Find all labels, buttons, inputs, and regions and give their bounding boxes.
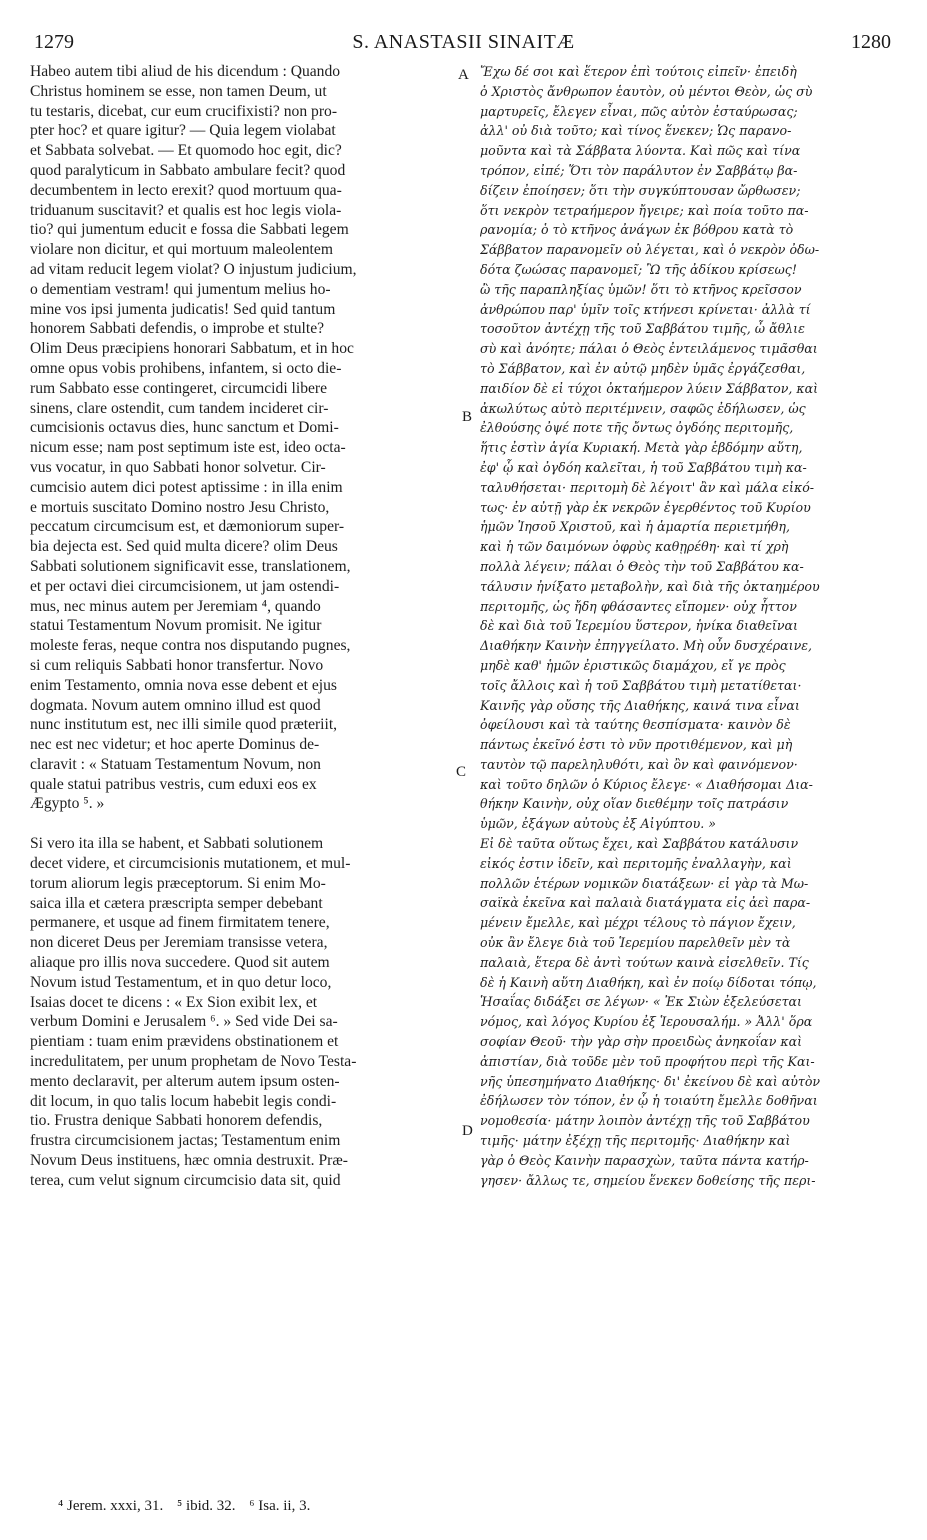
latin-text-line: quale statui patribus vestris, cum eduxi eos ex <box>30 775 317 793</box>
greek-text-line: ὑμῶν, ἐξάγων αὐτοὺς ἐξ Αἰγύπτου. » <box>480 816 716 832</box>
greek-text-line: ὀφείλουσι καὶ τὰ ταύτης θεσπίσματα· καινὸν δὲ <box>480 717 791 733</box>
latin-text-line: frustra circumcisionem jactas; Testamentum enim <box>30 1132 341 1150</box>
greek-text-line: πολλῶν ἑτέρων νομικῶν διατάξεων· εἰ γὰρ τὰ Μω- <box>480 875 809 891</box>
greek-column <box>480 62 904 1190</box>
greek-text-line: παιδίον δὲ εἰ τύχοι ὀκταήμερον λύειν Σάββατον, καὶ <box>480 380 819 396</box>
greek-text-line: νομοθεσία· μάτην λοιπὸν ἀντέχῃ τῆς τοῦ Σαββάτου <box>480 1113 810 1129</box>
latin-text-line: torum aliorum legis præceptorum. Si enim Mo- <box>30 874 326 892</box>
latin-text-line: incredulitatem, per unum prophetam de Novo Testa- <box>30 1053 357 1071</box>
latin-text-line: Olim Deus præcipiens honorari Sabbatum, et in hoc <box>30 340 354 358</box>
latin-text-line: Christus hominem se esse, non tamen Deum, ut <box>30 82 327 100</box>
latin-text-line: ad vitam reducit legem violat? O injustum judicium, <box>30 260 357 278</box>
greek-text-line: περιτομῆς, ὡς ἤδη φθάσαντες εἴπομεν· οὐχ ἧττον <box>480 598 797 614</box>
latin-block-2 <box>30 834 455 1190</box>
footnotes <box>58 1496 320 1516</box>
greek-text-line: τάλυσιν ἠνίξατο μεταβολὴν, καὶ διὰ τῆς ὀκταημέρου <box>480 578 820 594</box>
latin-text-line: Isaias docet te dicens : « Ex Sion exibit lex, et <box>30 993 318 1011</box>
greek-text-line: ταυτὸν τῷ παρεληλυθότι, καὶ ὂν καὶ φαινόμενον· <box>480 756 798 772</box>
latin-text-line: verbum Domini e Jerusalem ⁶. » Sed vide Dei sa- <box>30 1013 338 1031</box>
running-title: S. ANASTASII SINAITÆ <box>352 31 575 53</box>
latin-text-line: bia dejecta est. Sed quid multa dicere? olim Deus <box>30 538 338 556</box>
latin-text-line: dogmata. Novum autem omnino illud est quod <box>30 696 321 714</box>
greek-block-1 <box>480 62 904 834</box>
footnote-5: ⁵ ibid. 32. <box>176 1498 236 1514</box>
greek-text-line: δίζειν ἐποίησεν; ὅτι τὴν συγκύπτουσαν ὤρθωσεν; <box>480 182 801 198</box>
latin-text-line: cumcisio autem dici potest aptissime : in illa enim <box>30 478 343 496</box>
latin-text-line: peccatum circumcisum est, et dæmoniorum super- <box>30 518 345 536</box>
latin-text-line: mus, nec minus autem per Jeremiam ⁴, quando <box>30 597 321 615</box>
greek-text-line: δὲ καὶ διὰ τοῦ Ἱερεμίου ὕστερον, ἡνίκα διαθεῖναι <box>480 618 798 634</box>
greek-text-line: ἥτις ἐστὶν ἁγία Κυριακή. Μετὰ γὰρ ἑβδόμην αὕτη, <box>480 440 803 456</box>
latin-text-line: triduanum suscitavit? et qualis est hoc legis viola- <box>30 201 342 219</box>
greek-text-line: ὁ Χριστὸς ἄνθρωπον ἑαυτὸν, οὐ μέντοι Θεὸν, ὡς σὺ <box>480 83 813 99</box>
latin-text-line: pientiam : tuam enim prævidens obstinationem et <box>30 1033 339 1051</box>
latin-text-line: dit locum, in quo talis locum habebit legis condi- <box>30 1092 337 1110</box>
greek-text-line: ἀνθρώπου παρ' ὑμῖν τοῖς κτήνεσι κρίνεται· ἀλλὰ τί <box>480 301 811 317</box>
latin-text-line: nec est nec videtur; et hoc aperte Dominus de- <box>30 736 320 754</box>
greek-text-line: τοσοῦτον ἀντέχῃ τῆς τοῦ Σαββάτου τιμῆς, ὦ ἄθλιε <box>480 321 805 337</box>
latin-text-line: cumcisionis octavus dies, hunc sanctum et Domi- <box>30 419 339 437</box>
margin-letter-d: D <box>462 1123 473 1139</box>
greek-text-line: ἡμῶν Ἰησοῦ Χριστοῦ, καὶ ἡ ἁμαρτία περιετμήθη, <box>480 519 790 535</box>
greek-text-line: ἀπιστίαν, διὰ τοῦδε μὲν τοῦ προφήτου περὶ τῆς Και- <box>480 1053 815 1069</box>
latin-text-line: e mortuis suscitato Domino nostro Jesu Christo, <box>30 498 330 516</box>
greek-block-2 <box>480 834 904 1190</box>
latin-text-line: omne opus vobis prohibens, infantem, si octo die- <box>30 359 342 377</box>
greek-text-line: θήκην Καινὴν, οὐχ οἵαν διεθέμην τοῖς πατράσιν <box>480 796 789 812</box>
greek-text-line: ἐφ' ᾧ καὶ ὀγδόη καλεῖται, ἡ τοῦ Σαββάτου τιμὴ κα- <box>480 459 807 475</box>
greek-text-line: σαϊκὰ ἐκεῖνα καὶ παλαιὰ διατάγματα εἰς ἀεὶ παρα- <box>480 895 811 911</box>
latin-text-line: tu testaris, dicebat, cur eum crucifixisti? non pro- <box>30 102 338 120</box>
latin-text-line: saica illa et cætera præscripta semper debebant <box>30 894 323 912</box>
latin-text-line: aliaque pro illis nova succedere. Quod sit autem <box>30 954 330 972</box>
greek-text-line: γησεν· ἄλλως τε, σημείου ἕνεκεν δοθείσης τῆς περι- <box>480 1172 816 1188</box>
greek-text-line: ὢ τῆς παραπληξίας ὑμῶν! ὅτι τὸ κτῆνος κρεῖσσον <box>480 281 802 297</box>
latin-text-line: rum Sabbato esse contingeret, circumcidi libere <box>30 379 328 397</box>
greek-text-line: δὲ ἡ Καινὴ αὕτη Διαθήκη, καὶ ἐν ποίῳ δίδοται τόπῳ, <box>480 974 817 990</box>
latin-text-line: tio. Frustra denique Sabbati honorem defendis, <box>30 1112 323 1130</box>
greek-text-line: ὅτι νεκρὸν τετραήμερον ἤγειρε; καὶ ποία τοῦτο πα- <box>480 202 809 218</box>
greek-text-line: τὸ Σάββατον, καὶ ἐν αὐτῷ μηδὲν ὑμᾶς ἐργάζεσθαι, <box>480 360 806 376</box>
greek-text-line: παλαιὰ, ἕτερα δὲ ἀντὶ τούτων καινὰ εἰσελθεῖν. Τίς <box>480 954 809 970</box>
latin-text-line: violare non dicitur, et qui mortuum maleolentem <box>30 241 333 259</box>
latin-text-line: si cum reliquis Sabbati honor transfertur. Novo <box>30 656 324 674</box>
latin-text-line: mine vos ipsi jumenta judicatis! Sed quid tantum <box>30 300 336 318</box>
margin-letter-b: B <box>462 409 473 425</box>
greek-text-line: γὰρ ὁ Θεὸς Καινὴν παρασχὼν, ταῦτα πάντα κατήρ- <box>480 1152 809 1168</box>
latin-text-line: pter hoc? et quare igitur? — Quia legem violabat <box>30 122 336 140</box>
latin-column <box>30 62 455 1191</box>
latin-text-line: sinens, clare ostendit, cum tandem incideret cir- <box>30 399 329 417</box>
greek-text-line: Ἔχω δέ σοι καὶ ἕτερον ἐπὶ τούτοις εἰπεῖν· ἐπειδὴ <box>480 64 797 79</box>
greek-text-line: δότα ζωώσας παρανομεῖ; Ὢ τῆς ἀδίκου κρίσεως! <box>480 261 797 277</box>
greek-text-line: καὶ ἡ τῶν δαιμόνων ὀφρὺς καθῃρέθη· καὶ τί χρὴ <box>480 539 789 555</box>
latin-text-line: moleste feras, neque contra nos disputando pugnes, <box>30 637 351 655</box>
latin-text-line: decet videre, et circumcisionis mutationem, et mul- <box>30 855 351 873</box>
latin-text-line: et Sabbata solvebat. — Et quomodo hoc egit, dic? <box>30 142 342 160</box>
greek-text-line: Εἰ δὲ ταῦτα οὕτως ἔχει, καὶ Σαββάτου κατάλυσιν <box>480 836 799 852</box>
column-number-right: 1280 <box>851 31 891 53</box>
greek-text-line: μένειν ἔμελλε, καὶ μέχρι τέλους τὸ πάγιον ἔχειν, <box>480 915 796 931</box>
greek-text-line: Σάββατον παρανομεῖν οὐ λέγεται, καὶ ὁ νεκρὸν ὀδω- <box>480 242 820 258</box>
greek-text-line: ταλυθήσεται· περιτομὴ δὲ λέγοιτ' ἂν καὶ μάλα εἰκό- <box>480 479 815 495</box>
latin-text-line: Sabbati solutionem significavit esse, translationem, <box>30 557 351 575</box>
greek-text-line: εἰκός ἐστιν ἰδεῖν, καὶ περιτομῆς ἐναλλαγὴν, καὶ <box>480 855 792 871</box>
greek-text-line: ἐλθούσης ὀψέ ποτε τῆς ὄντως ὀγδόης περιτομῆς, <box>480 420 794 436</box>
greek-text-line: σοφίαν Θεοῦ· τὴν γὰρ σὴν προειδὼς ἀνηκοΐαν καὶ <box>480 1034 803 1050</box>
greek-text-line: πολλὰ λέγειν; πάλαι ὁ Θεὸς τὴν τοῦ Σαββάτου κα- <box>480 558 804 574</box>
latin-text-line: Ægypto ⁵. » <box>30 795 105 813</box>
latin-text-line: o dementiam vestram! qui jumentum melius ho- <box>30 280 331 298</box>
greek-text-line: μηδὲ καθ' ἡμῶν ἐριστικῶς διαμάχου, εἴ γε πρὸς <box>480 657 786 673</box>
latin-text-line: claravit : « Statuam Testamentum Novum, non <box>30 755 321 773</box>
greek-text-line: οὐκ ἂν ἔλεγε διὰ τοῦ Ἱερεμίου παρελθεῖν μὲν τὰ <box>480 935 791 951</box>
latin-text-line: Novum istud Testamentum, et in quo detur loco, <box>30 973 332 991</box>
greek-text-line: Καινῆς γὰρ οὔσης τῆς Διαθήκης, καινά τινα εἶναι <box>480 697 800 713</box>
greek-text-line: σὺ καὶ ἀνόητε; πάλαι ὁ Θεὸς ἐντειλάμενος τιμᾶσθαι <box>480 341 818 357</box>
greek-text-line: Ἡσαΐας διδάξει σε λέγων· « Ἐκ Σιὼν ἐξελεύσεται <box>480 994 802 1010</box>
latin-text-line: mento declaravit, per alterum autem ipsum osten- <box>30 1072 340 1090</box>
latin-text-line: permanere, et usque ad finem firmitatem tenere, <box>30 914 330 932</box>
latin-text-line: statui Testamentum Novum promisit. Ne igitur <box>30 617 322 635</box>
greek-text-line: ρανομία; ὁ τὸ κτῆνος ἀνάγων ἐκ βόθρου κατὰ τὸ <box>480 222 794 238</box>
latin-text-line: vus vocatur, in quo Sabbati honor solvetur. Cir- <box>30 458 326 476</box>
latin-text-line: decumbentem in lecto erexit? quod mortuum qua- <box>30 181 342 199</box>
latin-text-line: terea, cum velut signum circumcisio data sit, quid <box>30 1171 341 1189</box>
latin-text-line: honorem Sabbati defendis, o improbe et stulte? <box>30 320 325 338</box>
greek-text-line: μαρτυρεῖς, ἔλεγεν εἶναι, πῶς αὐτὸν ἐσταύρωσας; <box>480 103 798 119</box>
greek-text-line: τρόπον, εἰπέ; Ὅτι τὸν παράλυτον ἐν Σαββάτῳ βα- <box>480 162 798 178</box>
footnote-6: ⁶ Isa. ii, 3. <box>249 1498 311 1514</box>
column-number-left: 1279 <box>34 31 74 53</box>
greek-text-line: καὶ τοῦτο δηλῶν ὁ Κύριος ἔλεγε· « Διαθήσομαι Δια- <box>480 776 813 792</box>
greek-text-line: Διαθήκην Καινὴν ἐπηγγείλατο. Μὴ οὖν δυσχέραινε, <box>480 638 813 654</box>
latin-text-line: nicum esse; nam post septimum iste est, ideo octa- <box>30 439 346 457</box>
greek-text-line: νῆς ὑπεσημήνατο Διαθήκης· δι' ἐκείνου δὲ καὶ αὐτὸν <box>480 1073 821 1089</box>
latin-block-1 <box>30 62 455 814</box>
latin-text-line: quod paralyticum in Sabbato ambulare fecit? quod <box>30 161 346 179</box>
margin-letter-a: A <box>458 67 469 83</box>
latin-text-line: et per octavi diei circumcisionem, ut jam ostendi- <box>30 577 340 595</box>
greek-text-line: τως· ἐν αὐτῇ γὰρ ἐκ νεκρῶν ἐγερθέντος τοῦ Κυρίου <box>480 499 811 515</box>
greek-text-line: τιμῆς· μάτην ἐξέχῃ τῆς περιτομῆς· Διαθήκην καὶ <box>480 1133 791 1149</box>
footnote-4: ⁴ Jerem. xxxi, 31. <box>58 1498 164 1514</box>
greek-text-line: ἀκωλύτως αὐτὸ περιτέμνειν, σαφῶς ἐδήλωσεν, ὡς <box>480 400 806 416</box>
greek-text-line: πάντως ἐκεῖνό ἐστι τὸ νῦν προτιθέμενον, καὶ μὴ <box>480 737 793 753</box>
latin-text-line: enim Testamento, omnia nova esse debent et ejus <box>30 676 337 694</box>
latin-text-line: Novum Deus instituens, hæc omnia destruxit. Præ- <box>30 1152 348 1170</box>
greek-text-line: τοῖς ἄλλοις καὶ ἡ τοῦ Σαββάτου τιμὴ μετατίθεται· <box>480 677 802 693</box>
latin-text-line: tio? qui jumentum educit e fossa die Sabbati legem <box>30 221 349 239</box>
latin-text-line: non diceret Deus per Jeremiam transisse vetera, <box>30 934 328 952</box>
greek-text-line: ἀλλ' οὐ διὰ τοῦτο; καὶ τίνος ἕνεκεν; Ὡς παρανο- <box>480 123 792 139</box>
margin-letter-c: C <box>456 764 467 780</box>
latin-text-line: nunc institutum est, nec illi simile quod præteriit, <box>30 716 338 734</box>
greek-text-line: μοῦντα καὶ τὰ Σάββατα λύοντα. Καὶ πῶς καὶ τίνα <box>480 143 801 159</box>
greek-text-line: νόμος, καὶ λόγος Κυρίου ἐξ Ἱερουσαλήμ. » Ἀλλ' ὅρα <box>480 1014 813 1030</box>
paragraph-gap <box>30 814 455 834</box>
latin-text-line: Habeo autem tibi aliud de his dicendum : Quando <box>30 63 341 80</box>
greek-text-line: ἐδήλωσεν τὸν τόπον, ἐν ᾧ ἡ τοιαύτη ἔμελλε δοθῆναι <box>480 1093 818 1109</box>
latin-text-line: Si vero ita illa se habent, et Sabbati solutionem <box>30 835 324 853</box>
